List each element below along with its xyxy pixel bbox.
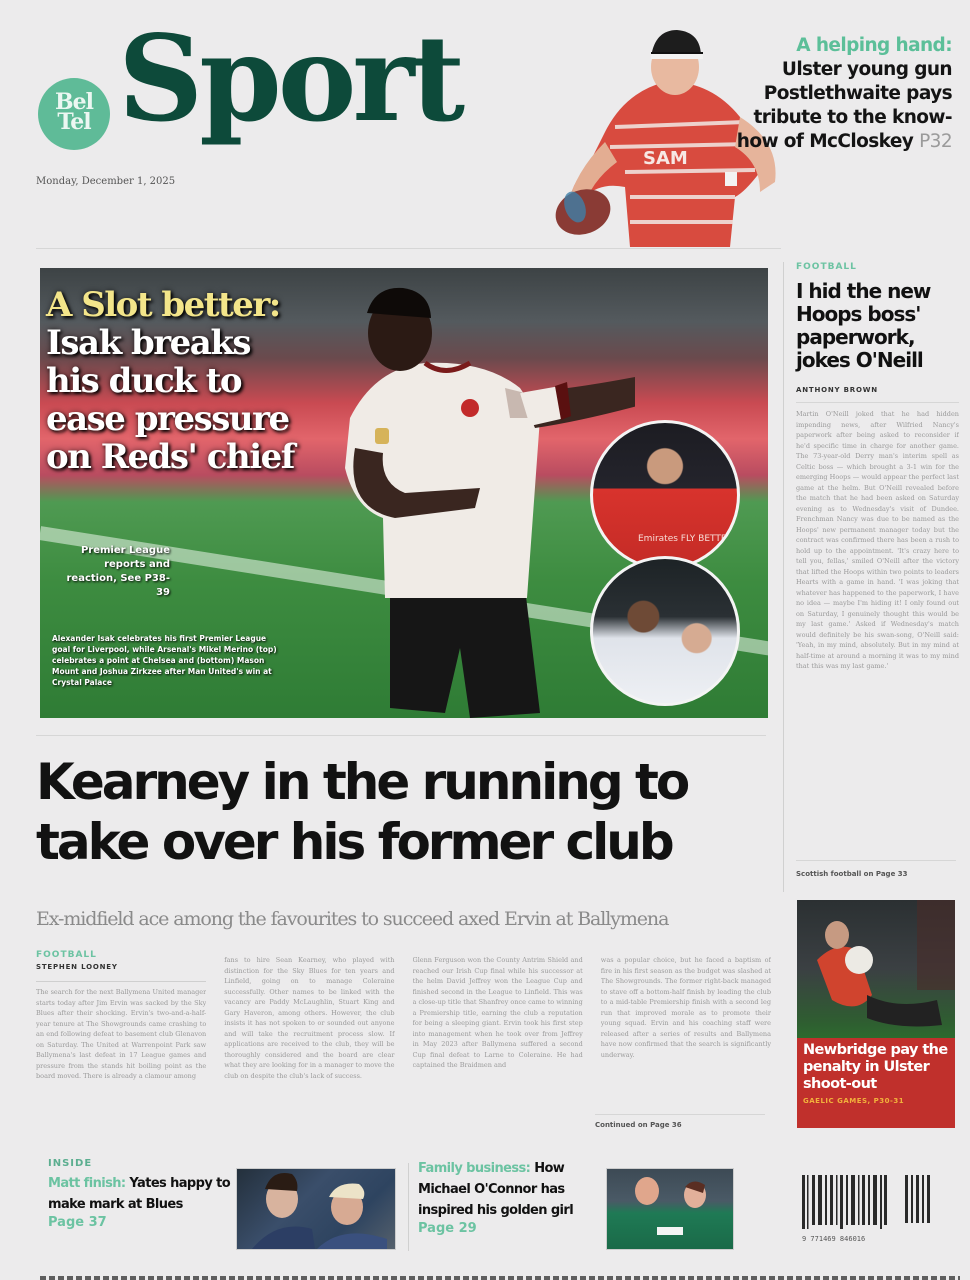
section-label: FOOTBALL bbox=[36, 950, 97, 960]
standfirst: Ex-midfield ace among the favourites to succeed axed Ervin at Ballymena bbox=[36, 908, 669, 930]
goalkeeper-save-image bbox=[797, 900, 955, 1038]
hero-headline-line-2: his duck to bbox=[46, 361, 242, 401]
hero-caption: Alexander Isak celebrates his first Premier League goal for Liverpool, while Arsenal's Mikel Merino (top) celebrates a point at Chelsea and (bottom) Mason Mount and Joshua Zirkzee after Man United's win at Crystal Palace bbox=[52, 634, 277, 687]
isak-celebration-image bbox=[295, 268, 635, 718]
inset-photo-man-united bbox=[590, 556, 740, 706]
promo-page-ref[interactable]: P32 bbox=[919, 131, 952, 152]
divider bbox=[796, 860, 956, 861]
inside-item-headline: How Michael O'Connor has inspired his golden girl bbox=[418, 1161, 574, 1218]
promo-text bbox=[732, 34, 952, 154]
body-column-3: Glenn Ferguson won the County Antrim Shield and reached our Irish Cup final while his successor at the helm David Jeffrey won the League Cup and finished second in the League to Linfield. This was a close-up title that Shanfrey once came to winning a Premiership title, earning the club a reputation for being a sleeping giant. Ervin took his first step into management when he took over from Jeffrey in May 2023 after Ballymena suffered a second Cup final defeat to Larne to Coleraine. He had captained the Braidmen and bbox=[412, 956, 583, 1069]
bottom-edge-strip bbox=[40, 1276, 960, 1280]
hero-page-reference[interactable]: Premier League reports and reaction, See P38-39 bbox=[66, 545, 170, 598]
inside-strip bbox=[36, 1158, 776, 1258]
inside-item-yates[interactable] bbox=[48, 1158, 233, 1230]
inside-photo-oconnor bbox=[606, 1168, 734, 1250]
inside-label: INSIDE bbox=[48, 1158, 93, 1169]
body-column-4: was a popular choice, but he faced a baptism of fire in his first season as the budget was slashed at The Showgrounds. The former right-back managed to stave off a bottom-half finish by leading the club to a mid-table Premiership finish with a second leg run that improved morale as to promote their young squad. Ervin and his coaching staff were released after a series of results and Ballymena have now confirmed that the search is significantly underway. bbox=[600, 956, 771, 1059]
inside-item-kicker: Matt finish: bbox=[48, 1176, 126, 1191]
section-title: Sport bbox=[118, 9, 462, 148]
issue-date: Monday, December 1, 2025 bbox=[36, 176, 176, 187]
section-label: FOOTBALL bbox=[796, 262, 857, 272]
main-headline[interactable]: Kearney in the running to take over his former club bbox=[36, 753, 688, 871]
inside-item-text bbox=[48, 1173, 233, 1215]
barcode bbox=[800, 1175, 940, 1243]
promo-body: Ulster young gun Postlethwaite pays tribute to the know-how of McCloskey bbox=[736, 59, 952, 152]
beltel-logo[interactable] bbox=[38, 78, 110, 150]
hero-headline-line-3: ease pressure bbox=[46, 399, 289, 439]
inside-photo-yates bbox=[236, 1168, 396, 1250]
promo-kicker: A helping hand: bbox=[796, 35, 952, 56]
inset-sponsor-text: Emirates FLY BETTER bbox=[638, 534, 733, 544]
inside-item-page[interactable]: Page 29 bbox=[418, 1221, 477, 1236]
body-column-2: fans to hire Sean Kearney, who played with distinction for the Sky Blues for ten years and Linfield, going on to manage Coleraine successfully. Other names to be linked with the vacancy are Paddy McLaughlin, Stuart King and Gary Haveron, among others. However, the club insists it has not spoken to or sounded out anyone and will take the recruitment process slow. If applications are received to the club, they will be thoroughly considered and the board are clear what they are looking for in a manager to move the club on despite the club's lack of success. bbox=[224, 956, 395, 1080]
continued-link[interactable]: Continued on Page 36 bbox=[595, 1121, 682, 1129]
right-story-footer-link[interactable]: Scottish football on Page 33 bbox=[796, 870, 908, 878]
hero-kicker: A Slot better: bbox=[46, 285, 280, 325]
right-story-body: Martin O'Neill joked that he had hidden impending news, after Wilfried Nancy's paperwork after being asked to reconsider if he'd specific time in charge for another game. The 73-year-old Derry man's interim spell as Celtic boss — which brought a 3-1 win for the emerging Hoops — would appear the perfect last game at the helm. But O'Neill revealed before the match that he had been asked on Saturday evening as to Wednesday's visit of Dundee. Frenchman Nancy was due to be named as the Hoops' new permanent manager today but the contract was confirmed there has been a rush to hold up to the appointment. 'It's crazy here to tell you, fellas,' smiled O'Neill after the victory that lifted the Hoops within two points to leaders Hearts with a game in hand. 'I was joking that whatever has happened to the paperwork, I have no idea — maybe I'm hiding it! I only found out on Saturday, I genuinely thought this would be my last game.' Asked if Wednesday's match would definitely be his swan-song, O'Neill said: 'Yeah, in my mind, absolutely. But in my mind at half-time at around a morning it was to my mind that this was my last game.' bbox=[796, 410, 959, 670]
hero-headline-line-1: Isak breaks bbox=[46, 323, 251, 363]
logo-line-2: Tel bbox=[57, 109, 91, 135]
barcode-digits: 9 771469 846016 bbox=[802, 1235, 866, 1243]
hero-headline[interactable] bbox=[46, 286, 294, 476]
inside-item-text bbox=[418, 1158, 608, 1221]
top-promo-rugby[interactable] bbox=[545, 22, 970, 252]
logo-line-1: Bel bbox=[55, 89, 93, 115]
inside-item-page[interactable]: Page 37 bbox=[48, 1215, 107, 1230]
byline: ANTHONY BROWN bbox=[796, 386, 878, 394]
divider bbox=[36, 735, 766, 736]
byline: STEPHEN LOONEY bbox=[36, 963, 118, 971]
gaa-page-reference: GAELIC GAMES, P30-31 bbox=[803, 1097, 905, 1105]
right-column-story bbox=[783, 262, 959, 892]
right-story-headline[interactable]: I hid the new Hoops boss' paperwork, jokes O'Neill bbox=[796, 279, 931, 372]
masthead bbox=[36, 9, 536, 198]
hero-feature[interactable] bbox=[40, 268, 768, 718]
gaa-promo[interactable] bbox=[797, 900, 955, 1128]
divider bbox=[595, 1114, 765, 1115]
inside-item-headline: Yates happy to make mark at Blues bbox=[48, 1176, 231, 1212]
body-column-1: The search for the next Ballymena United manager starts today after Jim Ervin was sacked by the Sky Blues after their shocking. Ervin's two-and-a-half-year tenure at The Showgrounds came crashing to an end following defeat to basement club Glenavon on Saturday. The United at Warrenpoint Park saw Ballymena's last defeat in 17 League games and pressure from the stands hit boiling point as the board moved. There is already a clamour among bbox=[36, 988, 207, 1080]
inside-item-oconnor[interactable] bbox=[418, 1158, 608, 1236]
shirt-sponsor: SAM bbox=[643, 148, 688, 169]
inset-photo-arsenal bbox=[590, 420, 740, 570]
divider bbox=[796, 402, 959, 403]
divider bbox=[408, 1163, 409, 1251]
main-story-body bbox=[36, 955, 771, 1130]
inside-item-kicker: Family business: bbox=[418, 1161, 531, 1176]
gaa-headline: Newbridge pay the penalty in Ulster shoot-out bbox=[803, 1042, 948, 1092]
divider bbox=[36, 248, 781, 249]
hero-headline-line-4: on Reds' chief bbox=[46, 437, 294, 477]
